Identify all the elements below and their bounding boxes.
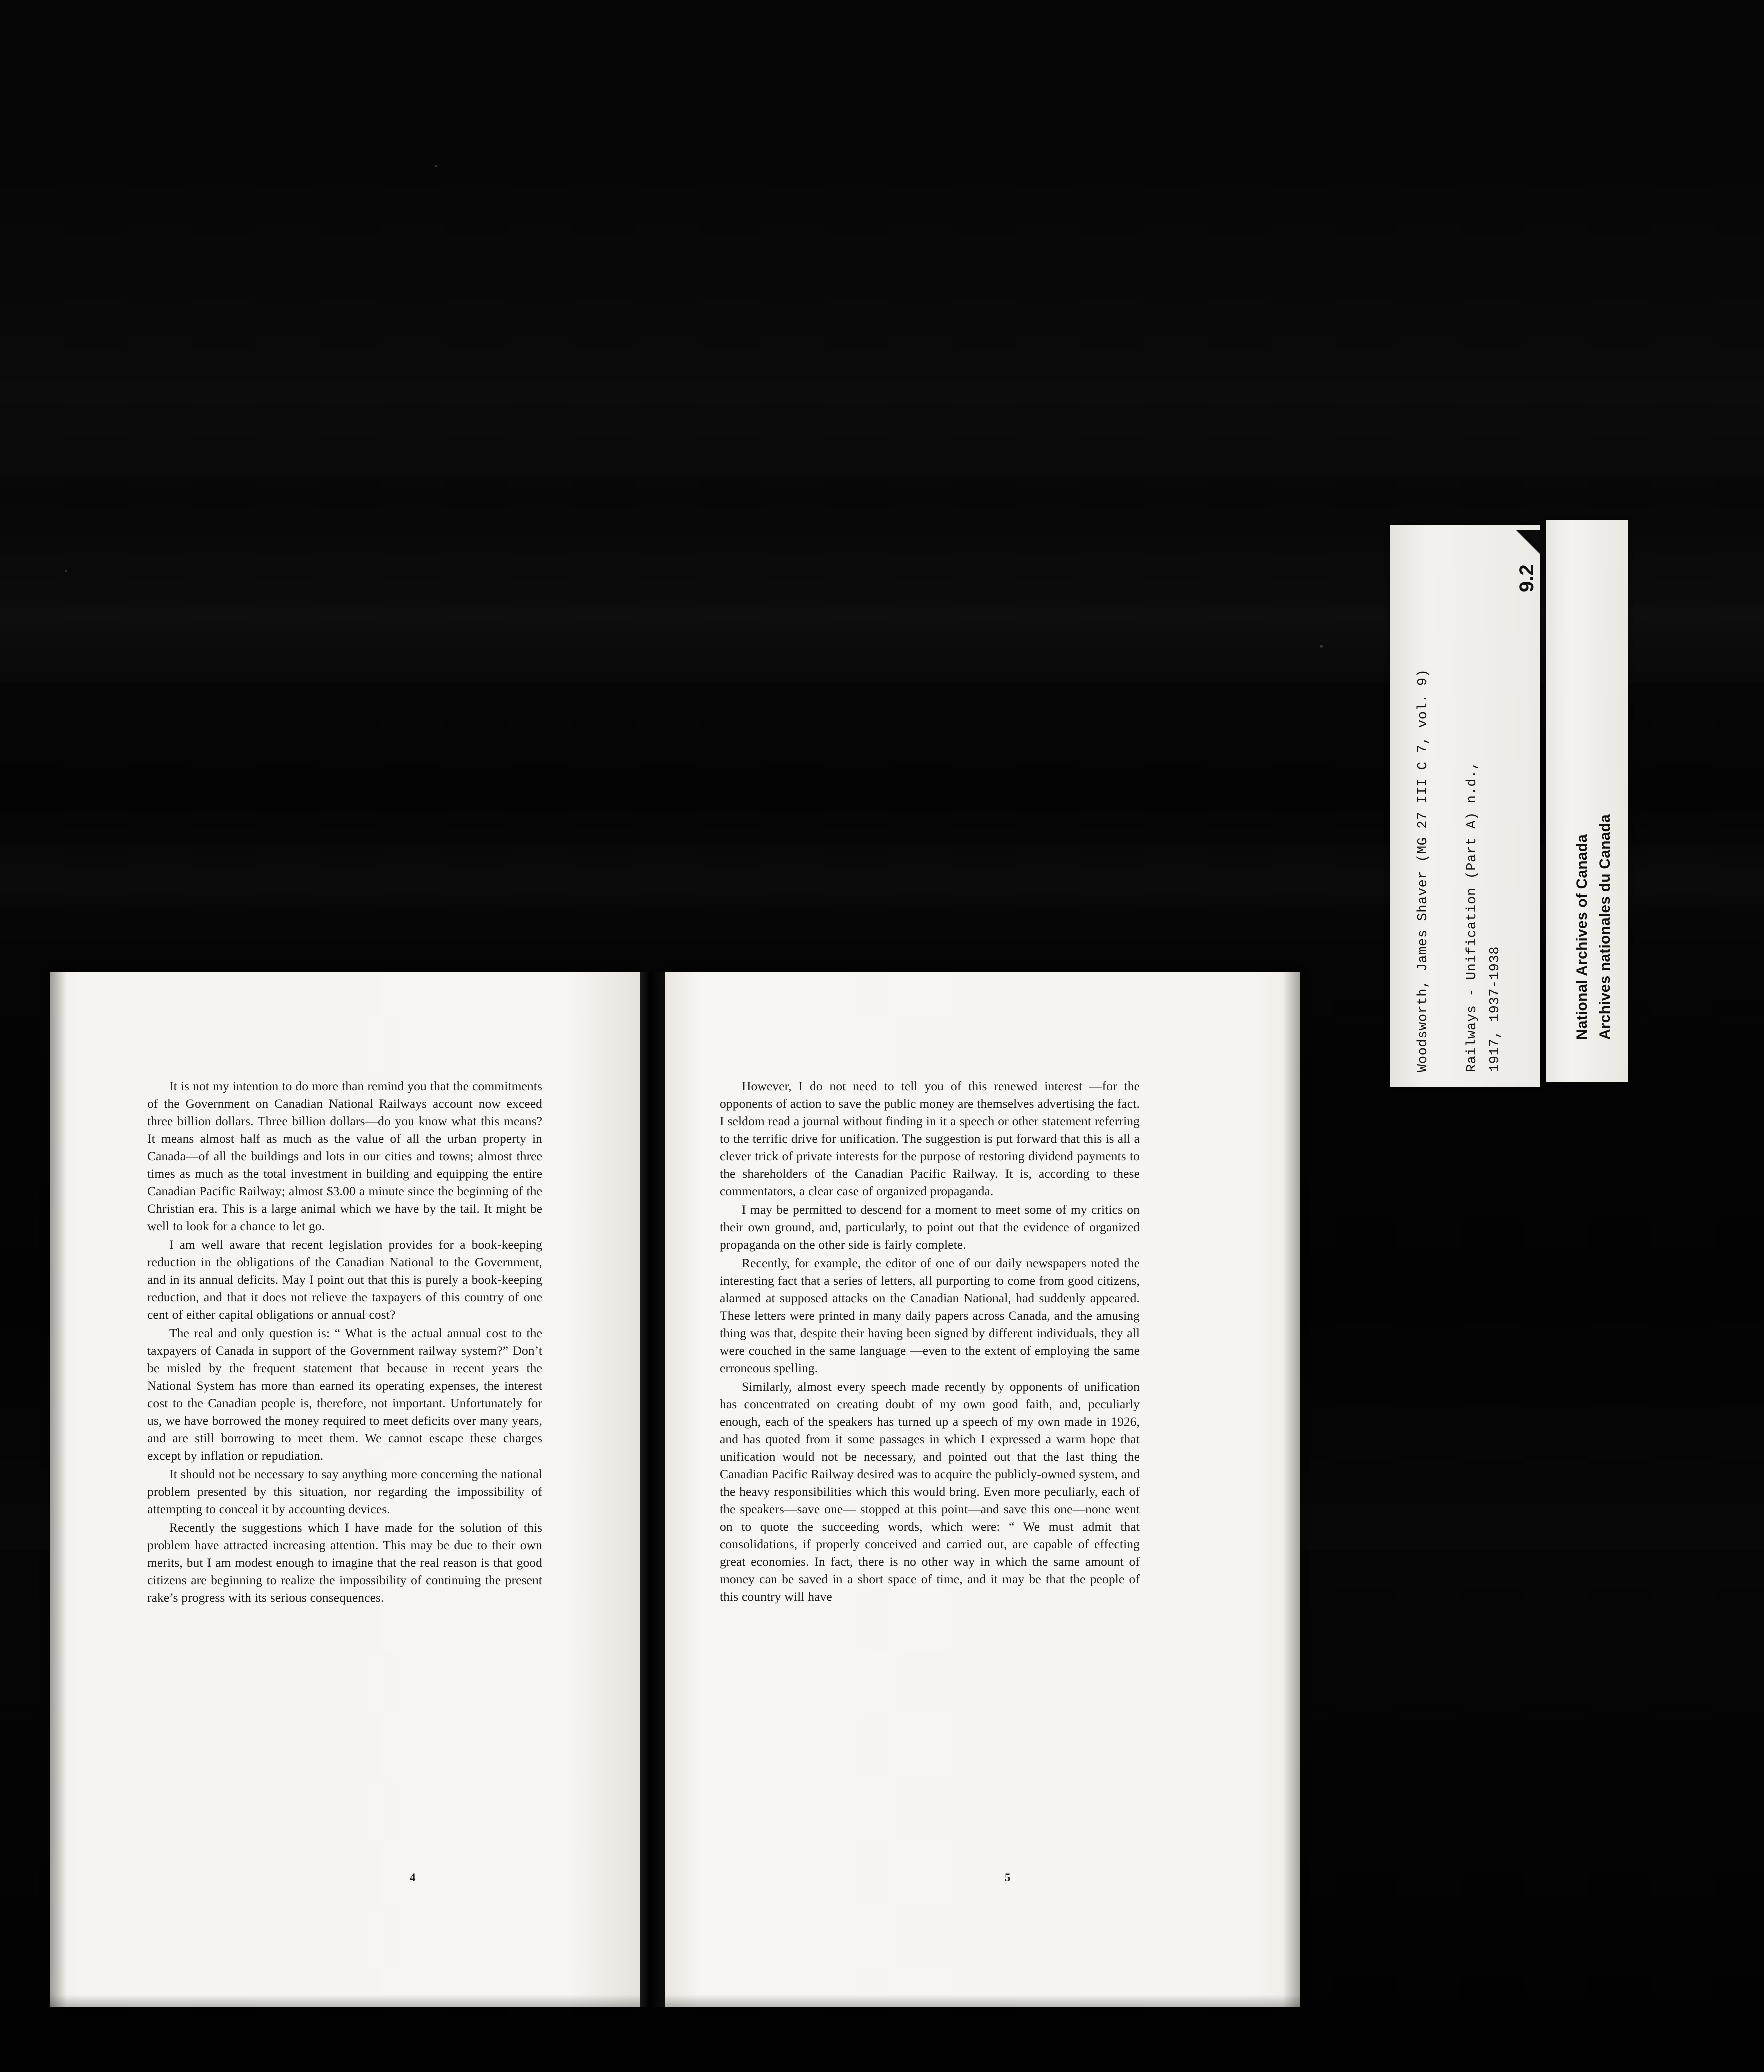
paragraph: I am well aware that recent legislation provides for a book-keeping reduction in the obligations of the Canadian National to the Government, and in its annual deficits. May I point out that this is purely a book-keeping reduction, and that it does not relieve the taxpayers of this country of one cent of either capital obligations or annual cost? [148, 1238, 542, 1322]
left-page-text [148, 1078, 542, 1608]
scan-band [0, 380, 1764, 475]
reference-strip [1390, 525, 1540, 1088]
right-page-text [720, 1078, 1140, 1606]
page-number-left: 4 [410, 1872, 416, 1884]
book-gutter [640, 972, 665, 2008]
reference-line-1: Woodsworth, James Shaver (MG 27 III C 7, vol. 9) [1416, 669, 1431, 1072]
institution-strip [1546, 520, 1628, 1082]
page-number-right: 5 [1005, 1872, 1011, 1884]
page-bottom-shadow [50, 1994, 640, 2008]
archival-label [1370, 520, 1680, 1110]
document-spread [50, 972, 1300, 2008]
paragraph: Recently, for example, the editor of one of our daily newspapers noted the interesting fact that a series of letters, all purporting to come from good citizens, alarmed at supposed attacks on the Canadian National, had suddenly appeared. These letters were printed in many daily papers across Canada, and the amusing thing was that, despite their having been signed by different individuals, they all were couched in the same language —even to the extent of employing the same erroneous spelling. [720, 1256, 1140, 1376]
paragraph: Recently the suggestions which I have made for the solution of this problem have attracted increasing attention. This may be due to their own merits, but I am modest enough to imagine that the real reason is that good citizens are beginning to realize the impossibility of continuing the present rake’s progress with its serious consequences. [148, 1520, 542, 1605]
dust-speck [1320, 645, 1323, 648]
item-number: 9.2 [1516, 564, 1538, 592]
dust-speck [435, 165, 438, 168]
page-bottom-shadow [665, 1994, 1300, 2008]
institution-line-1: National Archives of Canada [1574, 834, 1590, 1040]
institution-line-2: Archives nationales du Canada [1597, 814, 1614, 1040]
paragraph: Similarly, almost every speech made recently by opponents of unification has concentrated on creating doubt of my own good faith, and, peculiarly enough, each of the speakers has turned up a speech of my own made in 1926, and has quoted from it some passages in which I expressed a warm hope that unification would not be necessary, and pointed out that the last thing the Canadian Pacific Railway desired was to acquire the publicly-owned system, and the heavy responsibilities which this would bring. Even more peculiarly, each of the speakers—save one— stopped at this point—and save this one—none went on to quote the succeeding words, which were: “ We must admit that consolidations, if properly conceived and carried out, are capable of effecting great economies. In fact, there is no other way in which the same amount of money can be saved in a short space of time, and it may be that the people of this country will have [720, 1380, 1140, 1604]
paragraph: It is not my intention to do more than remind you that the commitments of the Government on Canadian National Railways account now exceed three billion dollars. Three billion dollars—do you know what this means? It means almost half as much as the value of all the urban property in Canada—of all the buildings and lots in our cities and towns; almost three times as much as the total investment in building and equipping the entire Canadian Pacific Railway; almost $3.00 a minute since the beginning of the Christian era. This is a large animal which we have by the tail. It might be well to look for a chance to let go. [148, 1079, 542, 1234]
reference-line-2: Railways - Unification (Part A) n.d., [1465, 762, 1480, 1072]
paragraph: However, I do not need to tell you of this renewed interest —for the opponents of action to save the public money are themselves advertising the fact. I seldom read a journal without finding in it a speech or other statement referring to the terrific drive for unification. The suggestion is put forward that this is all a clever trick of private interests for the purpose of restoring dividend payments to the shareholders of the Canadian Pacific Railway. It is, according to these commentators, a clear case of organized propaganda. [720, 1079, 1140, 1198]
page-edge-shadow [1283, 972, 1300, 2008]
paragraph: The real and only question is: “ What is the actual annual cost to the taxpayers of Canada in support of the Government railway system?” Don’t be misled by the frequent statement that because in recent years the National System has more than earned its operating expenses, the interest cost to the Canadian people is, therefore, not important. Unfortunately for us, we have borrowed the money required to meet deficits over many years, and are still borrowing to meet them. We cannot escape these charges except by inflation or repudiation. [148, 1326, 542, 1463]
dust-speck [65, 570, 67, 572]
reference-line-3: 1917, 1937-1938 [1488, 946, 1503, 1072]
paragraph: It should not be necessary to say anything more concerning the national problem presented by this situation, nor regarding the impossibility of attempting to conceal it by accounting devices. [148, 1467, 542, 1516]
page-edge-shadow [50, 972, 67, 2008]
paragraph: I may be permitted to descend for a moment to meet some of my critics on their own ground, and, particularly, to point out that the evidence of organized propaganda on the other side is fairly complete. [720, 1202, 1140, 1252]
